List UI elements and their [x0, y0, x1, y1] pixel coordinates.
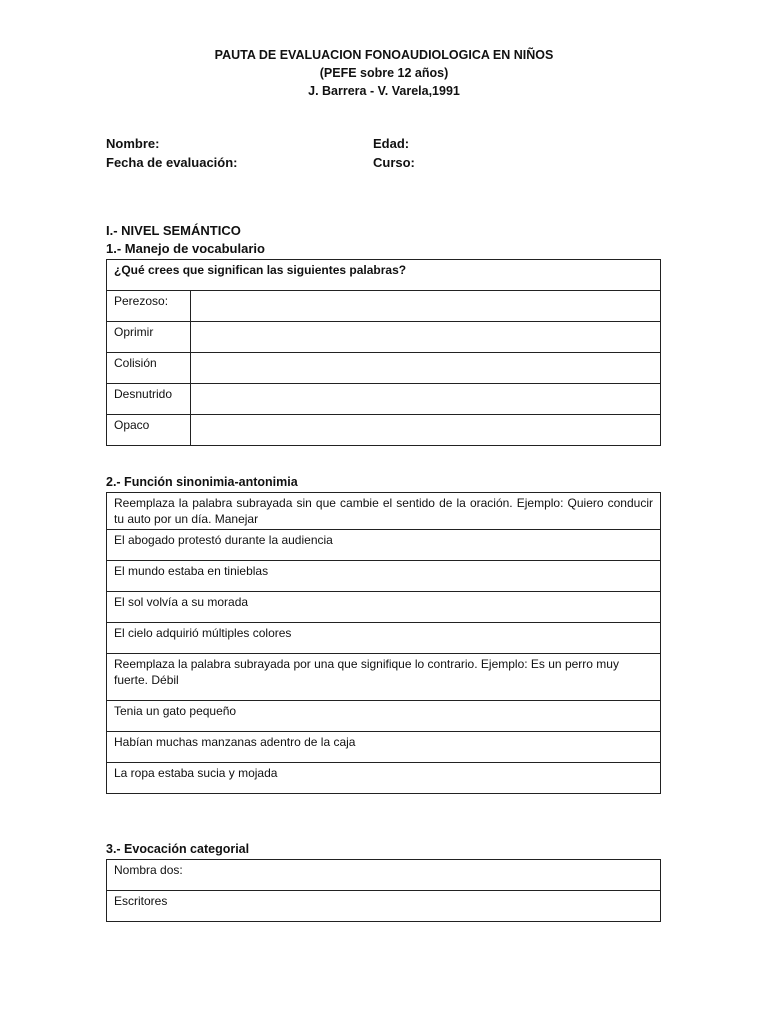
table-row — [107, 353, 661, 384]
answer-cell — [191, 291, 661, 322]
table-row — [107, 732, 661, 763]
table-row — [107, 623, 661, 654]
table-row — [107, 415, 661, 446]
header-title: PAUTA DE EVALUACION FONOAUDIOLOGICA EN NIÑOS — [214, 48, 554, 62]
header-authors: J. Barrera - V. Varela,1991 — [308, 84, 460, 98]
answer-cell — [191, 384, 661, 415]
section-1-title: I.- NIVEL SEMÁNTICO — [106, 223, 241, 238]
sentence-cell: El abogado protestó durante la audiencia — [107, 530, 661, 561]
sentence-cell: El cielo adquirió múltiples colores — [107, 623, 661, 654]
sentence-cell: Tenia un gato pequeño — [107, 701, 661, 732]
field-nombre: Nombre: — [106, 136, 160, 151]
table-row — [107, 592, 661, 623]
antonym-instruction: Reemplaza la palabra subrayada por una que signifique lo contrario. Ejemplo: Es un perro muy fuerte. Débil — [107, 654, 661, 701]
header-subtitle: (PEFE sobre 12 años) — [319, 66, 449, 80]
word-cell: Oprimir — [107, 322, 191, 353]
category-cell: Escritores — [107, 891, 661, 922]
table-row — [107, 561, 661, 592]
word-cell: Opaco — [107, 415, 191, 446]
synonym-instruction: Reemplaza la palabra subrayada sin que cambie el sentido de la oración. Ejemplo: Quiero conducir tu auto por un día. Manejar — [107, 493, 661, 530]
table-row — [107, 891, 661, 922]
word-cell: Perezoso: — [107, 291, 191, 322]
answer-cell — [191, 322, 661, 353]
sentence-cell: El sol volvía a su morada — [107, 592, 661, 623]
table-row — [107, 291, 661, 322]
sentence-cell: El mundo estaba en tinieblas — [107, 561, 661, 592]
answer-cell — [191, 353, 661, 384]
field-fecha: Fecha de evaluación: — [106, 155, 238, 170]
section-1-subtitle: 1.- Manejo de vocabulario — [106, 241, 265, 256]
table-row — [107, 701, 661, 732]
instruction-row — [107, 493, 661, 530]
field-curso: Curso: — [373, 155, 415, 170]
table-row — [107, 530, 661, 561]
sentence-cell: Habían muchas manzanas adentro de la caja — [107, 732, 661, 763]
section-2-title: 2.- Función sinonimia-antonimia — [106, 475, 298, 489]
table-row — [107, 763, 661, 794]
vocabulary-question-row — [107, 260, 661, 291]
table-row — [107, 384, 661, 415]
table-row — [107, 860, 661, 891]
table-row — [107, 322, 661, 353]
instruction-row — [107, 654, 661, 701]
vocabulary-question: ¿Qué crees que significan las siguientes palabras? — [107, 260, 661, 291]
answer-cell — [191, 415, 661, 446]
section-3-title: 3.- Evocación categorial — [106, 842, 250, 856]
sentence-cell: La ropa estaba sucia y mojada — [107, 763, 661, 794]
category-prompt: Nombra dos: — [107, 860, 661, 891]
document-header — [0, 46, 768, 100]
synonym-antonym-table — [106, 492, 661, 794]
category-table — [106, 859, 661, 922]
word-cell: Colisión — [107, 353, 191, 384]
field-edad: Edad: — [373, 136, 410, 151]
word-cell: Desnutrido — [107, 384, 191, 415]
vocabulary-table — [106, 259, 661, 446]
